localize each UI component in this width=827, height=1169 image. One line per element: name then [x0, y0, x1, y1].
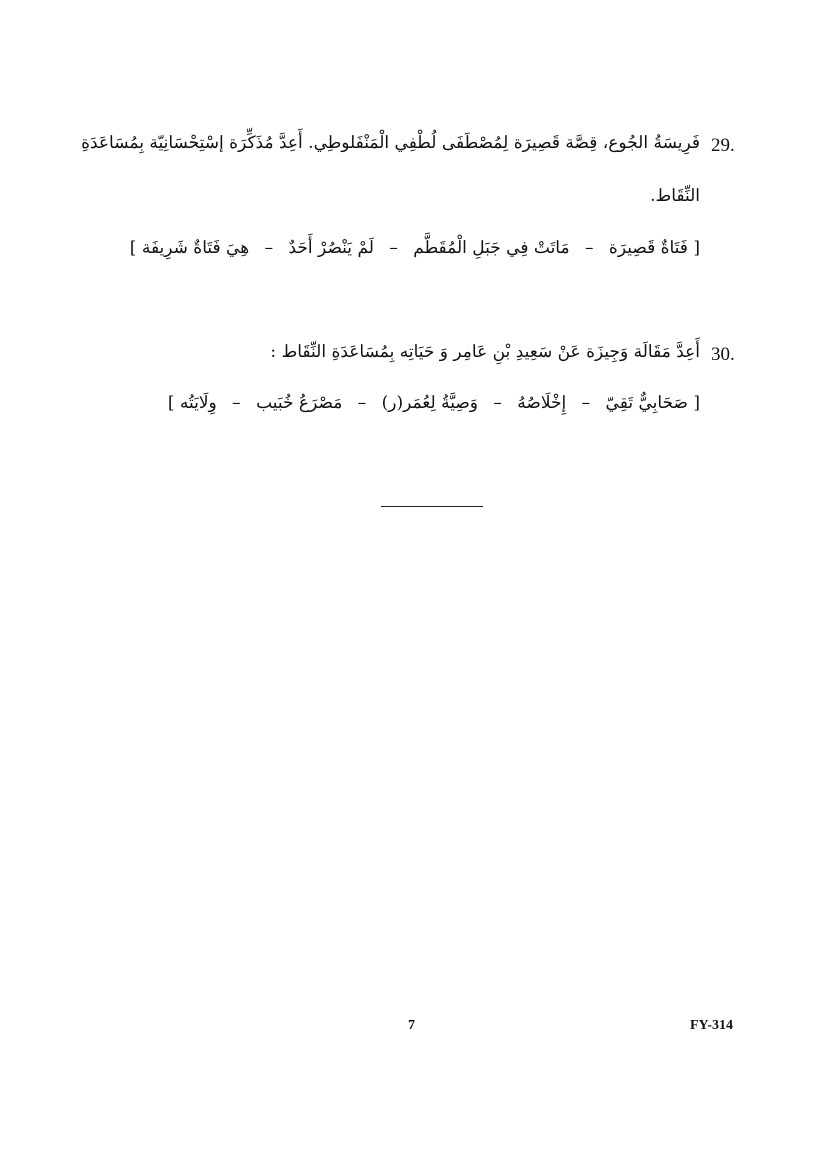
hint-item: هِيَ فَتَاةٌ شَرِيفَة	[141, 238, 250, 258]
hint-separator: –	[585, 238, 594, 258]
end-of-questions-rule	[381, 506, 483, 507]
hint-item: لَمْ يَنْصُرْ أَحَدٌ	[288, 238, 374, 258]
question-number-29: 29.	[711, 135, 735, 156]
page-number: 7	[408, 1018, 415, 1033]
hint-item: مَصْرَعُ خُبَيب	[256, 393, 343, 413]
question-29-hints	[130, 238, 700, 258]
hint-item: إِخْلَاصُهُ	[517, 393, 567, 413]
hint-item: صَحَابِيٌّ تَقِيّ	[605, 393, 688, 413]
hint-separator: –	[264, 238, 274, 258]
hint-item: وِلَايَتُه	[179, 393, 217, 413]
hint-separator: –	[232, 393, 241, 413]
hint-separator: –	[389, 238, 398, 258]
hints-open-bracket: [	[693, 238, 700, 258]
hint-item: فَتَاةٌ قَصِيرَة	[608, 238, 688, 258]
hint-item: مَاتَتْ فِي جَبَلِ الْمُقَطَّم	[413, 238, 570, 258]
question-number-30: 30.	[711, 344, 735, 365]
hint-separator: –	[493, 393, 502, 413]
hint-item: وَصِيَّةُ لِعُمَر(ر)	[381, 393, 478, 413]
hint-separator: –	[357, 393, 367, 413]
hint-separator: –	[581, 393, 591, 413]
question-29-text-line-2: النِّقَاط.	[650, 186, 700, 206]
question-30-hints	[168, 393, 700, 413]
paper-code: FY-314	[690, 1018, 734, 1033]
hints-open-bracket: [	[693, 393, 700, 413]
hints-close-bracket: ]	[167, 393, 175, 413]
hints-close-bracket: ]	[129, 238, 137, 258]
question-29-text-line-1: فَرِيسَةُ الجُوع، قِصَّة قَصِيرَة لِمُصْطَفَى لُطْفِي الْمَنْفَلوطِي. أَعِدَّ مُذَكِّرَة إسْتِحْسَانِيّة بِمُسَاعَدَةِ	[81, 133, 700, 153]
question-30-text-line-1: أَعِدَّ مَقَالَة وَجِيزَة عَنْ سَعِيدِ بْنِ عَامِر وَ حَيَاتِه بِمُسَاعَدَةِ النِّقَاط :	[270, 342, 700, 362]
